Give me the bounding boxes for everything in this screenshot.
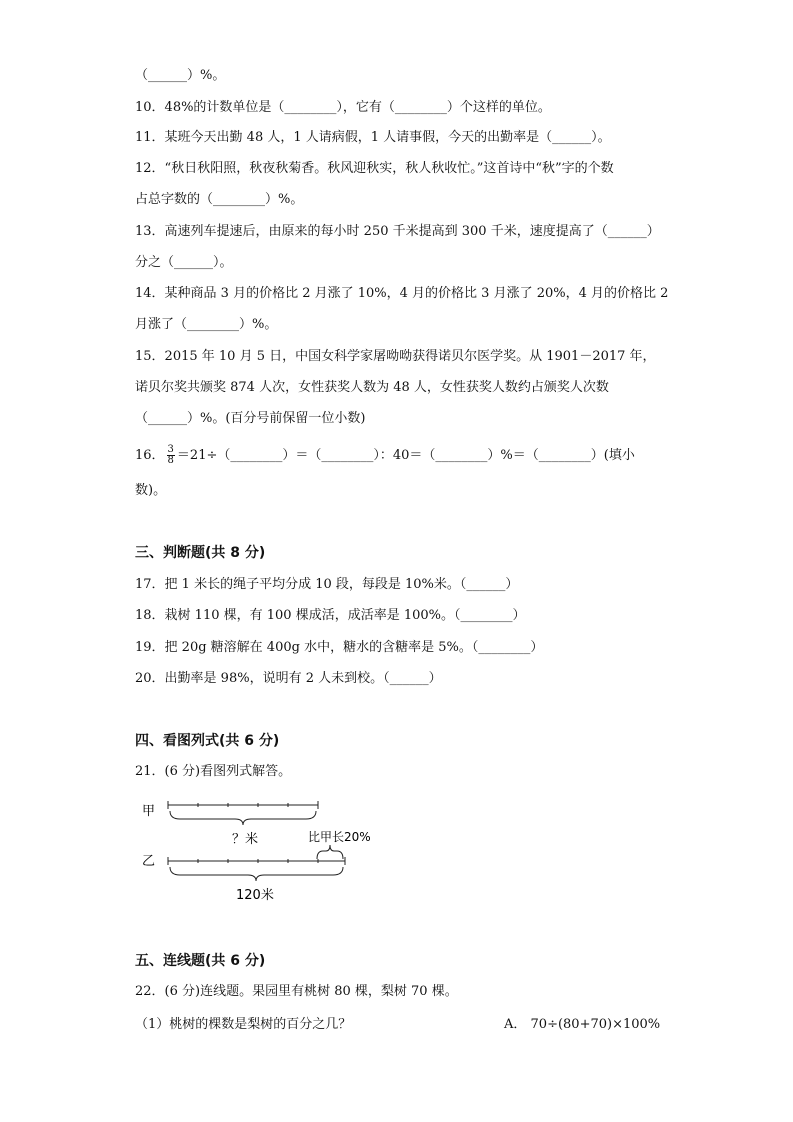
question-10: 10．48%的计数单位是（________），它有（________）个这样的单位。	[135, 100, 551, 115]
question-13-line2: 分之（______）。	[135, 255, 233, 270]
section-judgment-heading: 三、判断题(共 8 分)	[135, 545, 266, 561]
question-21: 21．(6 分)看图列式解答。	[135, 764, 292, 779]
section-picture-heading: 四、看图列式(共 6 分)	[135, 733, 280, 749]
segment-yi	[168, 857, 345, 881]
question-18: 18．栽树 110 棵，有 100 棵成活，成活率是 100%。（________）	[135, 608, 526, 623]
question-15-line1: 15．2015 年 10 月 5 日，中国女科学家屠呦呦获得诺贝尔医学奖。从 1901－2017 年，	[135, 349, 656, 364]
question-14-line2: 月涨了（________）%。	[135, 317, 278, 332]
section-matching-heading: 五、连线题(共 6 分)	[135, 953, 266, 969]
brace-extra	[317, 845, 343, 859]
fraction-numerator: 3	[167, 444, 174, 455]
question-12-line1: 12．“秋日秋阳照，秋夜秋菊香。秋风迎秋实，秋人秋收忙。”这首诗中“秋”字的个数	[135, 161, 614, 176]
question-20: 20．出勤率是 98%，说明有 2 人未到校。（______）	[135, 671, 442, 686]
question-22: 22．(6 分)连线题。果园里有桃树 80 棵，梨树 70 棵。	[135, 984, 458, 999]
question-22-item-1: （1）桃树的棵数是梨树的百分之几？	[135, 1017, 352, 1032]
segment-jia	[168, 801, 318, 825]
fraction-denominator: 8	[167, 455, 174, 466]
question-16-number: 16．	[135, 448, 165, 463]
question-11: 11．某班今天出勤 48 人，1 人请病假，1 人请事假，今天的出勤率是（______）。	[135, 130, 611, 145]
question-22-option-a: A． 70÷(80+70)×100%	[504, 1017, 661, 1032]
question-17: 17．把 1 米长的绳子平均分成 10 段，每段是 10%米。（______）	[135, 577, 519, 592]
question-16-line2: 数)。	[135, 483, 167, 498]
question-15-line2: 诺贝尔奖共颁奖 874 人次，女性获奖人数为 48 人，女性获奖人数约占颁奖人次数	[135, 380, 609, 395]
label-yi: 乙	[142, 854, 156, 869]
label-unknown-meters: ？米	[232, 832, 259, 847]
brace-jia	[170, 811, 316, 825]
question-16-text: ＝21÷（________）＝（________）：40＝（________）%＝（________）(填小	[176, 448, 635, 463]
question-12-line2: 占总字数的（________）%。	[135, 192, 304, 207]
question-19: 19．把 20g 糖溶解在 400g 水中，糖水的含糖率是 5%。（________）	[135, 640, 544, 655]
line-prev-blank: （______）%。	[135, 68, 226, 83]
segment-diagram	[130, 795, 390, 910]
label-total-120: 120米	[236, 888, 274, 903]
label-more-20-percent: 比甲长20%	[308, 830, 371, 844]
question-13-line1: 13．高速列车提速后，由原来的每小时 250 千米提高到 300 千米，速度提高了（______）	[135, 224, 660, 239]
question-14-line1: 14．某种商品 3 月的价格比 2 月涨了 10%，4 月的价格比 3 月涨了 20%，4 月的价格比 2	[135, 286, 669, 301]
fraction-three-eighths	[167, 445, 175, 466]
question-16-line1	[135, 445, 635, 465]
brace-yi	[170, 867, 343, 881]
label-jia: 甲	[142, 804, 156, 819]
question-15-line3: （______）%。(百分号前保留一位小数)	[135, 411, 366, 426]
